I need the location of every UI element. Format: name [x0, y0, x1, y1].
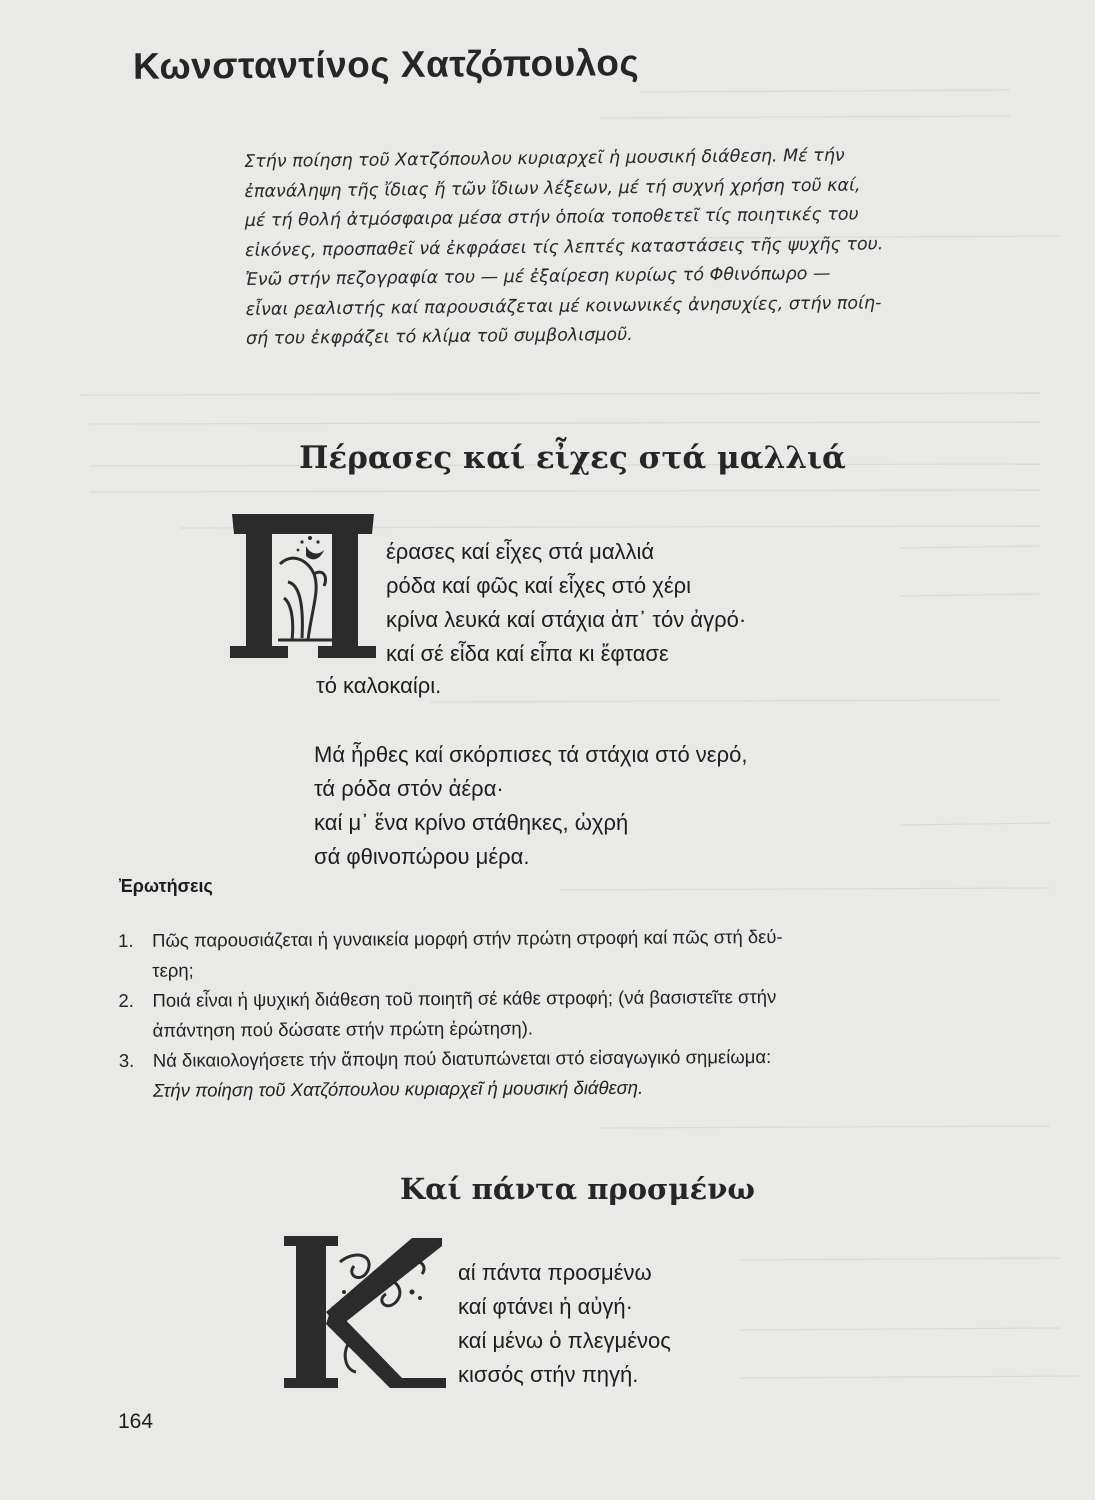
question-line: τερη;: [152, 959, 194, 981]
intro-line: εἶναι ρεαλιστής καί παρουσιάζεται μέ κοινωνικές ἀνησυχίες, στήν ποίη-: [245, 292, 882, 320]
intro-line: σή του ἐκφράζει τό κλίμα τοῦ συμβολισμοῦ.: [245, 324, 633, 349]
intro-line: Ἐνῶ στήν πεζογραφία του — μέ ἐξαίρεση κυρίως τό Φθινόπωρο —: [245, 263, 831, 290]
poem-line: καί μένω ὁ πλεγμένος: [458, 1328, 671, 1353]
poem-line: καί μ᾽ ἕνα κρίνο στάθηκες, ὠχρή: [314, 810, 629, 835]
poem2-text: [458, 1256, 671, 1392]
question-number: 2.: [118, 989, 134, 1011]
question-number: 3.: [118, 1049, 135, 1071]
dropcap-pi-ornament: [228, 512, 378, 662]
author-name: Κωνσταντίνος Χατζόπουλος: [132, 42, 640, 87]
poem-line: τό καλοκαίρι.: [316, 673, 442, 698]
page-number: 164: [118, 1410, 154, 1433]
question-line: Πῶς παρουσιάζεται ἡ γυναικεία μορφή στήν πρώτη στροφή καί πῶς στή δεύ-: [152, 925, 783, 951]
question-number: 1.: [118, 929, 134, 951]
poem-line: καί σέ εἶδα καί εἶπα κι ἔφτασε: [386, 641, 669, 666]
question-line: Νά δικαιολογήσετε τήν ἄποψη πού διατυπώνεται στό εἰσαγωγικό σημείωμα:: [152, 1046, 772, 1071]
question-quote-line: Στήν ποίηση τοῦ Χατζόπουλου κυριαρχεῖ ἡ μουσική διάθεση.: [152, 1076, 644, 1101]
poem1-stanza1-last: [316, 669, 441, 703]
question-item: [118, 921, 1018, 986]
intro-line: μέ τή θολή ἀτμόσφαιρα μέσα στήν ὁποία τοποθετεῖ τίς ποιητικές του: [244, 204, 859, 231]
poem-line: κρίνα λευκά καί στάχια ἀπ᾽ τόν ἀγρό·: [386, 607, 747, 632]
poem-line: καί φτάνει ἡ αὐγή·: [458, 1294, 633, 1319]
questions-heading: Ἐρωτήσεις: [119, 876, 213, 896]
questions-list: [118, 921, 1019, 1106]
question-item: [118, 981, 1018, 1046]
question-line: ἀπάντηση πού δώσατε στήν πρώτη ἐρώτηση).: [152, 1017, 534, 1041]
poem1-stanza2: [314, 738, 747, 874]
intro-line: εἰκόνες, προσπαθεῖ νά ἐκφράσει τίς λεπτές καταστάσεις τῆς ψυχῆς του.: [244, 233, 884, 261]
question-item: [119, 1041, 1019, 1106]
intro-line: Στήν ποίηση τοῦ Χατζόπουλου κυριαρχεῖ ἡ μουσική διάθεση. Μέ τήν: [244, 145, 845, 172]
poem2-title: Καί πάντα προσμένω: [399, 1172, 756, 1206]
intro-paragraph: [244, 140, 1036, 355]
poem-line: Μά ἦρθες καί σκόρπισες τά στάχια στό νερό,: [314, 742, 748, 767]
poem-line: τά ρόδα στόν ἀέρα·: [314, 776, 504, 801]
poem1-title: Πέρασες καί εἶχες στά μαλλιά: [299, 440, 846, 476]
poem-line: κισσός στήν πηγή.: [458, 1362, 639, 1387]
poem-line: σά φθινοπώρου μέρα.: [314, 844, 530, 869]
poem1-stanza1-indented: [386, 535, 746, 671]
poem-line: ρόδα καί φῶς καί εἶχες στό χέρι: [386, 573, 692, 598]
poem-line: έρασες καί εἶχες στά μαλλιά: [386, 539, 655, 564]
poem-line: αί πάντα προσμένω: [458, 1260, 652, 1285]
dropcap-kappa-ornament: [282, 1232, 447, 1392]
intro-line: ἐπανάληψη τῆς ἴδιας ἤ τῶν ἴδιων λέξεων, μέ τή συχνή χρήση τοῦ καί,: [244, 175, 861, 202]
question-line: Ποιά εἶναι ἡ ψυχική διάθεση τοῦ ποιητῆ σέ κάθε στροφή; (νά βασιστεῖτε στήν: [152, 985, 777, 1011]
